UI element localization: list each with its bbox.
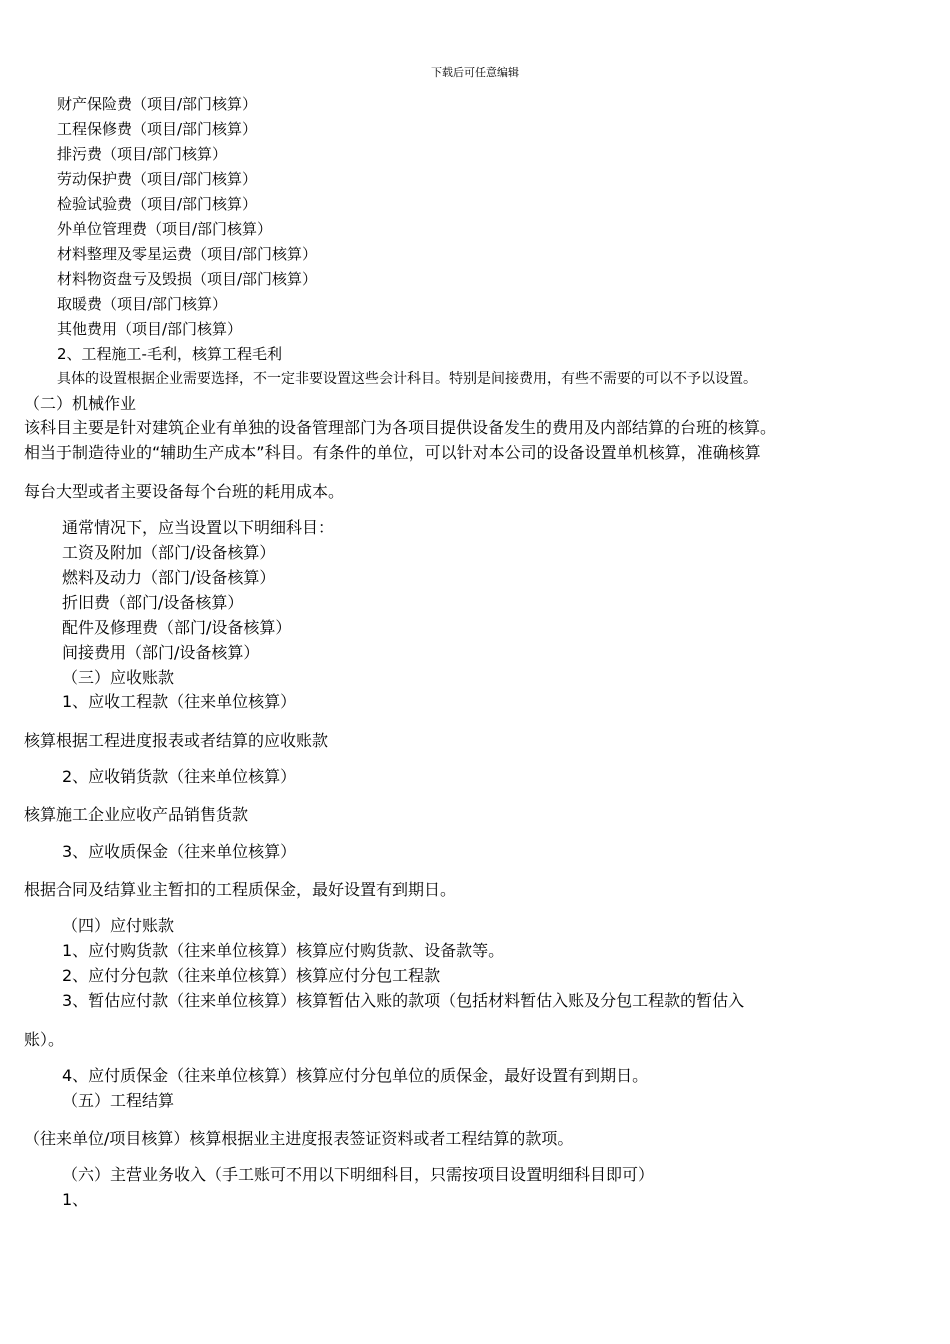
- list-item: 1、应收工程款（往来单位核算）: [62, 692, 297, 711]
- list-item: 3、应收质保金（往来单位核算）: [62, 842, 297, 861]
- list-item: 3、暂估应付款（往来单位核算）核算暂估入账的款项（包括材料暂估入账及分包工程款的暂估入: [62, 991, 745, 1010]
- list-item: 取暖费（项目/部门核算）: [57, 295, 228, 313]
- list-item: 折旧费（部门/设备核算）: [62, 593, 244, 612]
- item-description: （往来单位/项目核算）核算根据业主进度报表签证资料或者工程结算的款项。: [24, 1129, 574, 1148]
- list-item: 材料整理及零星运费（项目/部门核算）: [57, 245, 318, 263]
- machinery-intro: 通常情况下，应当设置以下明细科目：: [62, 518, 335, 537]
- list-item: 间接费用（部门/设备核算）: [62, 643, 260, 662]
- list-item: 劳动保护费（项目/部门核算）: [57, 170, 258, 188]
- list-item: 2、应付分包款（往来单位核算）核算应付分包工程款: [62, 966, 441, 985]
- section-heading-machinery: （二）机械作业: [24, 394, 137, 413]
- list-item: 1、: [62, 1190, 89, 1209]
- list-item: 财产保险费（项目/部门核算）: [57, 95, 258, 113]
- list-item: 排污费（项目/部门核算）: [57, 145, 228, 163]
- section-heading-payable: （四）应付账款: [62, 916, 175, 935]
- list-item: 1、应付购货款（往来单位核算）核算应付购货款、设备款等。: [62, 941, 505, 960]
- list-item: 燃料及动力（部门/设备核算）: [62, 568, 276, 587]
- machinery-paragraph-line: 每台大型或者主要设备每个台班的耗用成本。: [24, 482, 345, 501]
- list-item: 检验试验费（项目/部门核算）: [57, 195, 258, 213]
- list-item: 工程保修费（项目/部门核算）: [57, 120, 258, 138]
- item-description: 核算施工企业应收产品销售货款: [24, 805, 249, 824]
- section-heading-receivable: （三）应收账款: [62, 668, 175, 687]
- section-heading-settlement: （五）工程结算: [62, 1091, 175, 1110]
- list-item: 其他费用（项目/部门核算）: [57, 320, 243, 338]
- item-description: 根据合同及结算业主暂扣的工程质保金，最好设置有到期日。: [24, 880, 457, 899]
- list-item: 2、应收销货款（往来单位核算）: [62, 767, 297, 786]
- list-item: 4、应付质保金（往来单位核算）核算应付分包单位的质保金，最好设置有到期日。: [62, 1066, 649, 1085]
- machinery-paragraph-line: 该科目主要是针对建筑企业有单独的设备管理部门为各项目提供设备发生的费用及内部结算的台班的核算。: [24, 418, 777, 437]
- section-heading-revenue: （六）主营业务收入（手工账可不用以下明细科目，只需按项目设置明细科目即可）: [62, 1165, 655, 1184]
- list-item: 外单位管理费（项目/部门核算）: [57, 220, 273, 238]
- list-item: 工资及附加（部门/设备核算）: [62, 543, 276, 562]
- page-header: 下载后可任意编辑: [431, 66, 519, 79]
- machinery-paragraph-line: 相当于制造待业的“辅助生产成本”科目。有条件的单位，可以针对本公司的设备设置单机核算，准确核算: [24, 443, 761, 462]
- item-description: 核算根据工程进度报表或者结算的应收账款: [24, 731, 329, 750]
- list-item-continuation: 账）。: [24, 1030, 65, 1049]
- list-item: 材料物资盘亏及毁损（项目/部门核算）: [57, 270, 318, 288]
- gross-profit-item: 2、工程施工-毛利，核算工程毛利: [57, 345, 282, 363]
- overhead-note: 具体的设置根据企业需要选择，不一定非要设置这些会计科目。特别是间接费用，有些不需要的可以不予以设置。: [57, 371, 757, 387]
- list-item: 配件及修理费（部门/设备核算）: [62, 618, 292, 637]
